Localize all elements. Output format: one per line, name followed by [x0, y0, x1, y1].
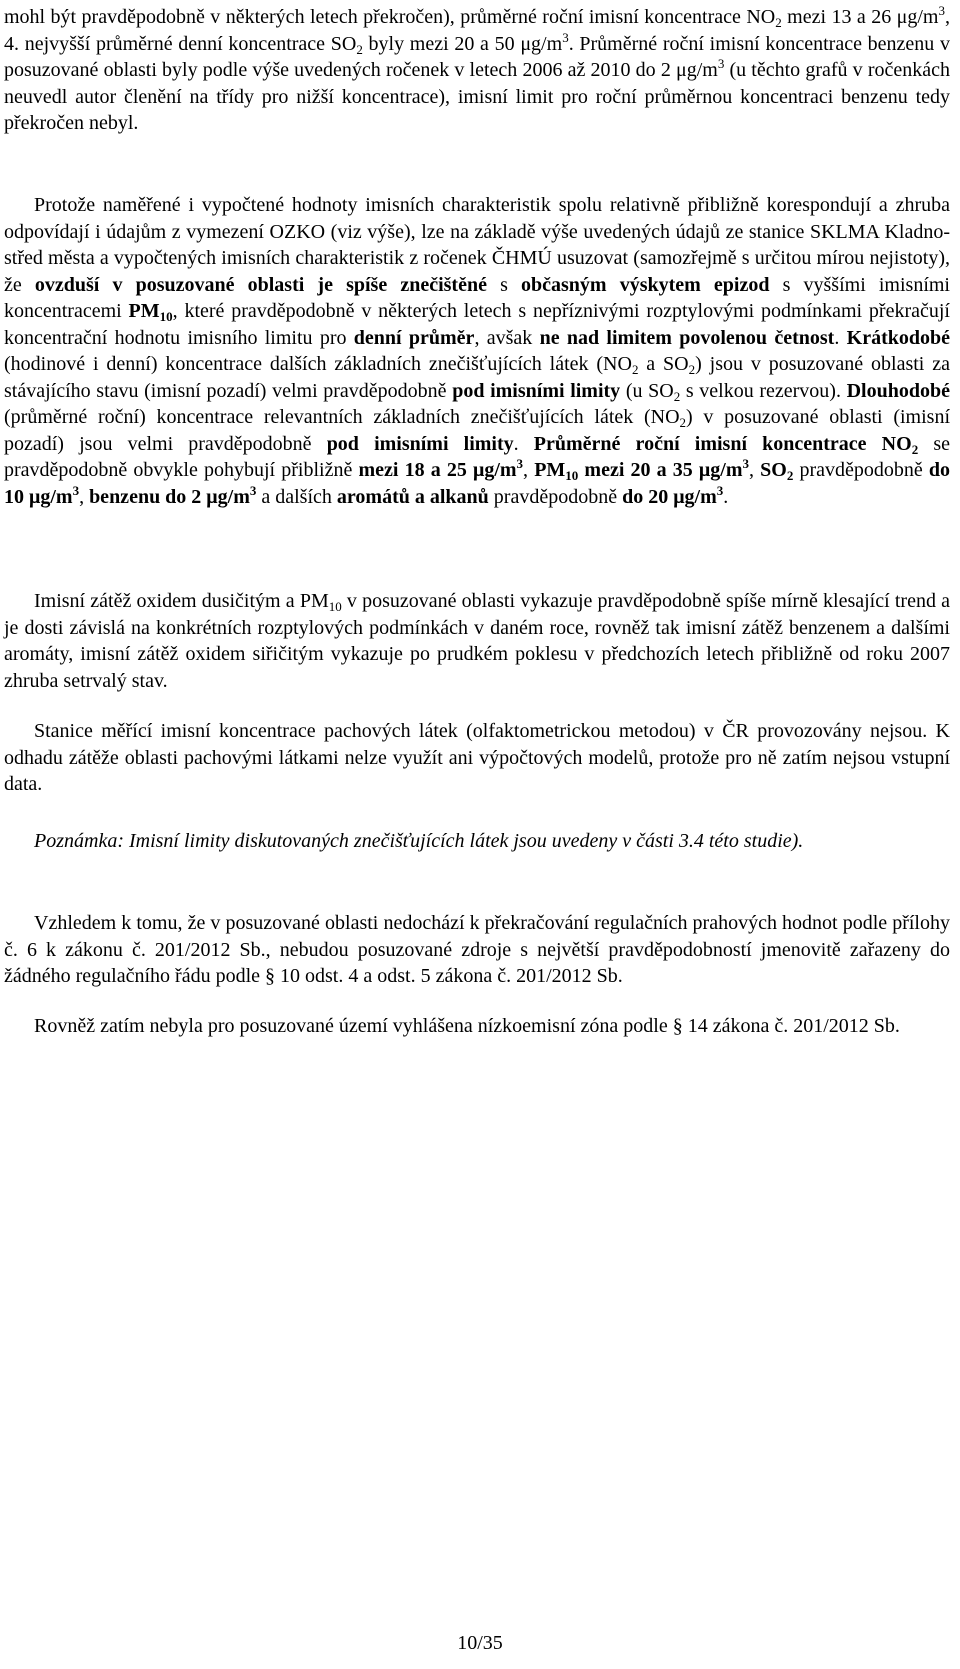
paragraph-odour-stations: Stanice měřící imisní koncentrace pachových látek (olfaktometrickou metodou) v ČR provozovány nejsou. K odhadu zátěže oblasti pachovými látkami nelze využít ani výpočtových modelů, protože pro ně zatím nejsou vstupní data.	[4, 720, 950, 795]
note-paragraph: Poznámka: Imisní limity diskutovaných znečišťujících látek jsou uvedeny v části 3.4 této studie).	[34, 830, 804, 852]
paragraph-trend: Imisní zátěž oxidem dusičitým a $PM_{10}$ v posuzované oblasti vykazuje pravděpodobně spíše mírně klesající trend a je dosti závislá na konkrétních rozptylových podmínkách v daném roce, rovněž tak imisní zátěž benzenem a dalšími aromáty, imisní zátěž oxidem siřičitým vykazuje po prudkém poklesu v předchozích letech přibližně od roku 2007 zhruba setrvalý stav.	[4, 590, 951, 692]
paragraph-air-quality-assessment: Protože naměřené i vypočtené hodnoty imisních charakteristik spolu relativně přibližně korespondují a zhruba odpovídají i údajům z vymezení OZKO (viz výše), lze na základě výše uvedených údajů ze stanice SKLMA Kladno-střed města a vypočtených imisních charakteristik z ročenek ČHMÚ usuzovat (samozřejmě s určitou mírou nejistoty), že ovzduší v posuzované oblasti je spíše znečištěné s občasným výskytem epizod s vyššími imisními koncentracemi $PM_{10}$, které pravděpodobně v některých letech s nepříznivými rozptylovými podmínkami překračují koncentrační hodnotu imisního limitu pro denní průměr, avšak ne nad limitem povolenou četnost. Krátkodobé (hodinové i denní) koncentrace dalších základních znečišťujících látek ($NO_2$ a $SO_2$) jsou v posuzované oblasti za stávajícího stavu (imisní pozadí) velmi pravděpodobně pod imisními limity (u $SO_2$ s velkou rezervou). Dlouhodobé (průměrné roční) koncentrace relevantních základních znečišťujících látek $(NO_2)$ v posuzované oblasti (imisní pozadí) jsou velmi pravděpodobně pod imisními limity. Průměrné roční imisní koncentrace $NO_2$ se pravděpodobně obvykle pohybují přibližně mezi 18 a 25 $\mu g/m^3$, $PM_{10}$ mezi 20 a 35 $\mu g/m^3$, $SO_2$ pravděpodobně do 10 $\mu g/m^3$, benzenu do 2 $\mu g/m^3$ a dalších aromátů a alkanů pravděpodobně do 20 $\mu g/m^3$.	[4, 194, 951, 508]
paragraph-low-emission-zone: Rovněž zatím nebyla pro posuzované území vyhlášena nízkoemisní zóna podle § 14 zákona č. 201/2012 Sb.	[34, 1015, 900, 1037]
paragraph-regulation-thresholds: Vzhledem k tomu, že v posuzované oblasti nedochází k překračování regulačních prahových hodnot podle přílohy č. 6 k zákonu č. 201/2012 Sb., nebudou posuzované zdroje s největší pravděpodobností jmenovitě zařazeny do žádného regulačního řádu podle § 10 odst. 4 a odst. 5 zákona č. 201/2012 Sb.	[4, 912, 950, 987]
paragraph-concentrations-summary: mohl být pravděpodobně v některých letech překročen), průměrné roční imisní koncentrace $NO_2$ mezi 13 a 26 $\mu g/m^3$, 4. nejvyšší průměrné denní koncentrace $SO_2$ byly mezi 20 a 50 $\mu g/m^3$. Průměrné roční imisní koncentrace benzenu v posuzované oblasti byly podle výše uvedených ročenek v letech 2006 až 2010 do 2 $\mu g/m^3$ (u těchto grafů v ročenkách neuvedl autor členění na třídy pro nižší koncentrace), imisní limit pro roční průměrnou koncentraci benzenu tedy překročen nebyl.	[4, 3, 951, 134]
page-number: 10/35	[457, 1632, 503, 1654]
